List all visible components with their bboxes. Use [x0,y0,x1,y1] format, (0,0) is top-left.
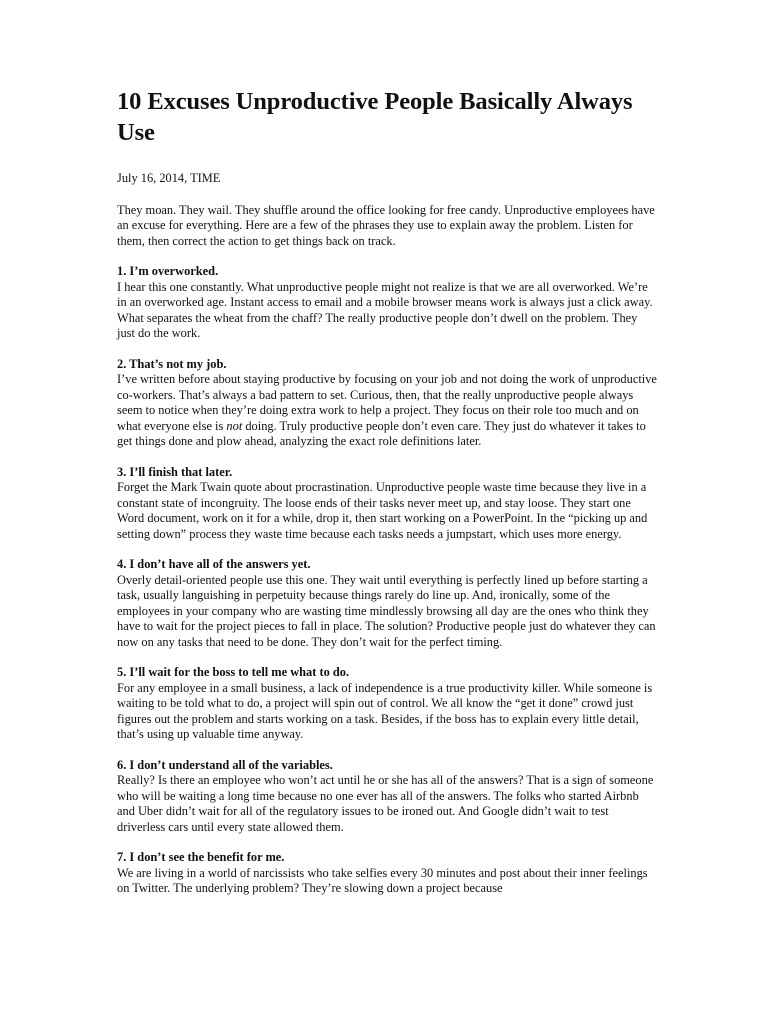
article-byline: July 16, 2014, TIME [117,171,221,185]
section-body: I hear this one constantly. What unproductive people might not realize is that we are all overworked. We’re in an overworked age. Instant access to email and a mobile browser means work is always just a click away. What separates the wheat from the chaff? The really productive people don’t dwell on the problem. They just do the work. [117,279,653,340]
section-variables [117,758,657,836]
article-title: 10 Excuses Unproductive People Basically Always Use [117,88,633,146]
section-body: Overly detail-oriented people use this one. They wait until everything is perfectly lined up before starting a task, usually languishing in perpetuity because things rarely do line up. And, ironically, some of the employees in your company who are wasting time mindlessly browsing all day are the ones who think they have to wait for the project pieces to fall in place. The solution? Productive people just do whatever they can now on any tasks that need to be done. They don’t wait for the perfect timing. [117,572,656,649]
section-heading: 6. I don’t understand all of the variables. [117,757,333,772]
section-heading: 7. I don’t see the benefit for me. [117,850,285,864]
section-body [117,372,657,450]
section-overworked [117,264,657,342]
section-heading: 3. I’ll finish that later. [117,464,233,479]
section-body-text: I’ve written before about staying productive by focusing on your job and not doing the work of unproductive co-workers. That’s always a bad pattern to set. Curious, then, that the really unproductive people always seem to notice when they’re doing extra work to help a project. They focus on their role too much and on what everyone else is [117,372,657,433]
section-not-my-job [117,357,657,450]
article [117,86,657,912]
section-body: Really? Is there an employee who won’t act until he or she has all of the answers? That is a sign of someone who will be waiting a long time because no one ever has all of the answers. The folks who started Airbnb and Uber didn’t wait for all of the regulatory issues to be ironed out. And Google didn’t wait to test driverless cars until every state allowed them. [117,773,654,834]
section-body-emphasis: not [226,418,243,433]
section-body: For any employee in a small business, a lack of independence is a true productivity killer. While someone is waiting to be told what to do, a project will spin out of control. We all know the “get it done” crowd just figures out the problem and starts working on a task. Besides, if the boss has to explain every little detail, that’s using up valuable time anyway. [117,680,653,741]
section-body: Forget the Mark Twain quote about procrastination. Unproductive people waste time because they live in a constant state of incongruity. The loose ends of their tasks never meet up, and stay loose. They start one Word document, work on it for a while, drop it, then start working on a PowerPoint. In the “picking up and setting down” process they waste time because each tasks needs a jumpstart, which uses more energy. [117,480,648,541]
section-no-benefit [117,850,657,897]
article-intro: They moan. They wail. They shuffle around the office looking for free candy. Unproductive employees have an excuse for everything. Here are a few of the phrases they use to explain away the problem. Listen for them, then correct the action to get things back on track. [117,202,655,248]
section-finish-later [117,465,657,543]
section-wait-for-boss [117,665,657,743]
section-body-text: doing. Truly productive people don’t even care. They just do whatever it takes to get things done and plow ahead, analyzing the exact role definitions later. [117,418,646,448]
section-heading: 1. I’m overworked. [117,264,219,278]
section-heading: 2. That’s not my job. [117,356,227,371]
section-body: We are living in a world of narcissists who take selfies every 30 minutes and post about their inner feelings on Twitter. The underlying problem? They’re slowing down a project because [117,865,648,895]
section-heading: 4. I don’t have all of the answers yet. [117,557,311,571]
section-no-answers [117,557,657,650]
section-heading: 5. I’ll wait for the boss to tell me what to do. [117,665,350,679]
